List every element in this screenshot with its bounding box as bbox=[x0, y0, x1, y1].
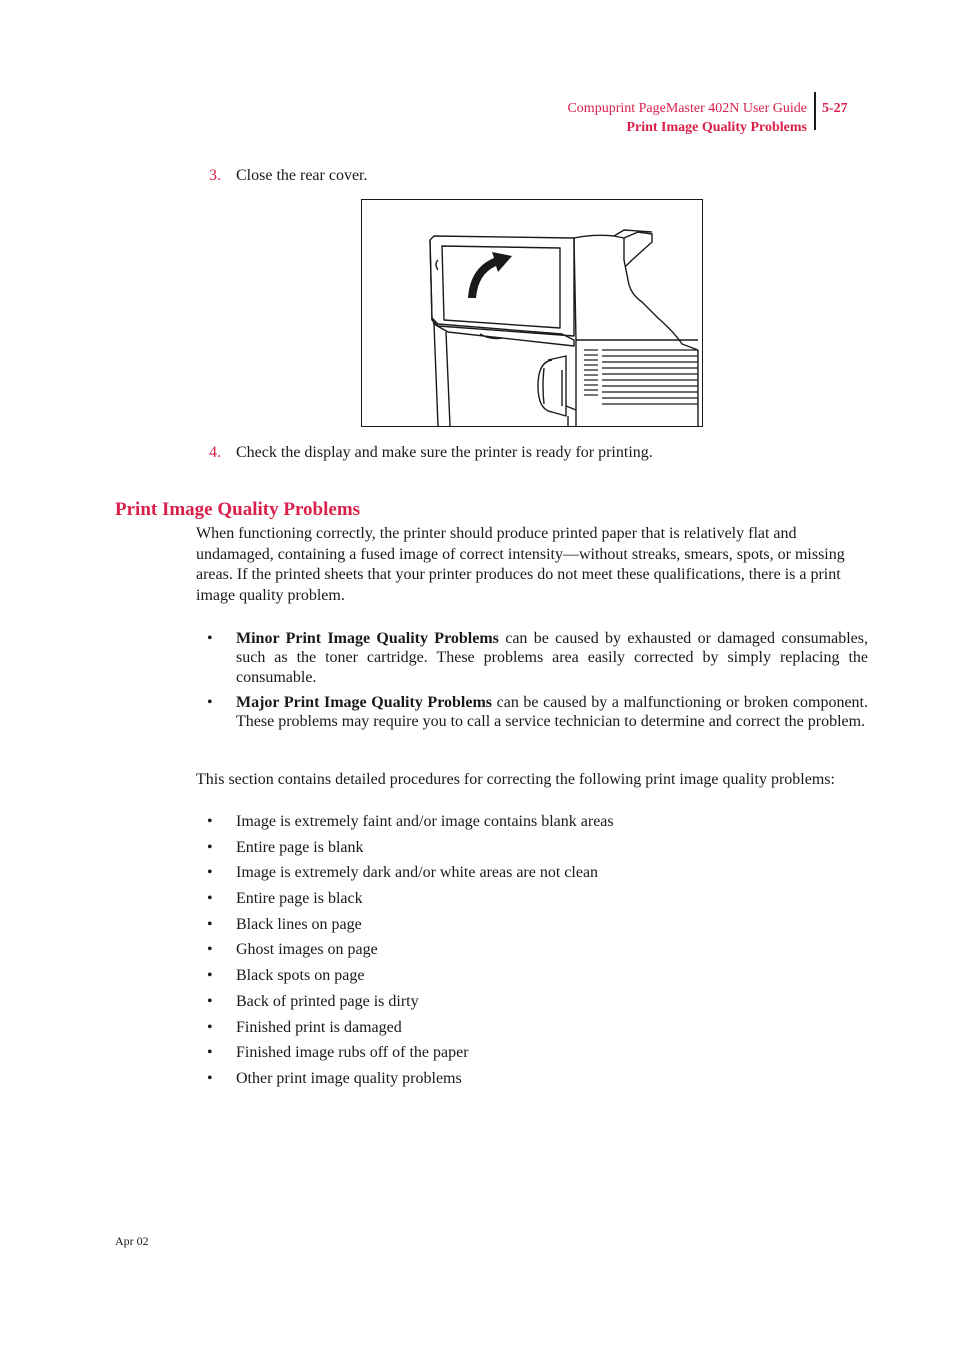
step-number: 4. bbox=[209, 444, 221, 461]
list-item: • Finished print is damaged bbox=[207, 1017, 847, 1043]
list-item: • Other print image quality problems bbox=[207, 1068, 847, 1094]
bullet-icon: • bbox=[207, 1069, 213, 1087]
list-item: • Back of printed page is dirty bbox=[207, 991, 847, 1017]
close-arrow-icon bbox=[468, 252, 512, 298]
section-heading: Print Image Quality Problems bbox=[115, 499, 361, 520]
bullet-icon: • bbox=[207, 890, 213, 908]
header-section-title: Print Image Quality Problems bbox=[626, 120, 807, 135]
header-page-number: 5-27 bbox=[822, 101, 848, 116]
bullet-icon: • bbox=[207, 864, 213, 882]
section-paragraph: When functioning correctly, the printer should produce printed paper that is relatively flat and undamaged, containing a fused image of correct intensity—without streaks, smears, spots, or missing areas. If the printed sheets that your printer produces do not meet these qualifications, there is a print image quality problem. bbox=[196, 525, 845, 604]
step-number: 3. bbox=[209, 167, 221, 184]
list-item: • Black lines on page bbox=[207, 914, 847, 940]
bullet-icon: • bbox=[207, 915, 213, 933]
list-item: • Black spots on page bbox=[207, 965, 847, 991]
printer-line-drawing bbox=[362, 200, 702, 426]
list-item: • Entire page is black bbox=[207, 888, 847, 914]
bullet-icon: • bbox=[207, 838, 213, 856]
category-minor bbox=[207, 629, 868, 687]
header-doc-title: Compuprint PageMaster 402N User Guide bbox=[567, 101, 807, 116]
list-item: • Finished image rubs off of the paper bbox=[207, 1042, 847, 1068]
bullet-icon: • bbox=[207, 992, 213, 1010]
category-term: Major Print Image Quality Problems bbox=[236, 694, 493, 711]
bullet-icon: • bbox=[207, 941, 213, 959]
list-item: • Entire page is blank bbox=[207, 837, 847, 863]
category-major bbox=[207, 693, 868, 732]
footer-date: Apr 02 bbox=[115, 1234, 149, 1248]
list-item: • Image is extremely dark and/or white areas are not clean bbox=[207, 862, 847, 888]
bullet-icon: • bbox=[207, 1044, 213, 1062]
step-4 bbox=[209, 443, 653, 463]
bullet-icon: • bbox=[207, 630, 213, 647]
bullet-icon: • bbox=[207, 1018, 213, 1036]
list-item: • Ghost images on page bbox=[207, 939, 847, 965]
category-description: can be caused by exhausted or damaged consumables, such as the toner cartridge. These problems area easily corrected by simply replacing the consumable. bbox=[236, 630, 868, 686]
category-description: can be caused by a malfunctioning or broken component. These problems may require you to call a service technician to determine and correct the problem. bbox=[236, 694, 869, 731]
bullet-icon: • bbox=[207, 813, 213, 830]
header-divider bbox=[814, 92, 816, 130]
step-3 bbox=[209, 166, 368, 186]
list-item: • Image is extremely faint and/or image contains blank areas bbox=[207, 811, 847, 837]
problems-intro: This section contains detailed procedures for correcting the following print image quality problems: bbox=[196, 771, 835, 788]
problem-list bbox=[207, 811, 847, 1094]
bullet-icon: • bbox=[207, 694, 213, 711]
step-text: Close the rear cover. bbox=[236, 167, 368, 184]
category-term: Minor Print Image Quality Problems bbox=[236, 630, 499, 647]
bullet-icon: • bbox=[207, 967, 213, 985]
printer-rear-cover-illustration bbox=[361, 199, 703, 427]
step-text: Check the display and make sure the printer is ready for printing. bbox=[236, 444, 653, 461]
